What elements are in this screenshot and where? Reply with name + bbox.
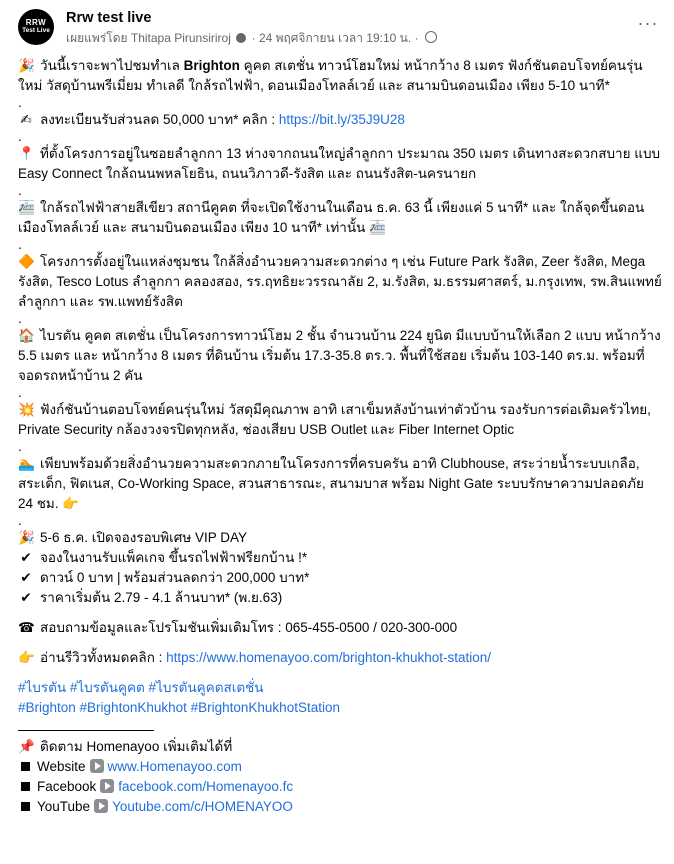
swimmer-icon: 🏊	[18, 456, 35, 471]
website-line	[18, 757, 662, 777]
meta-separator-2: ·	[414, 31, 419, 45]
intro-text-post: คูคต สเตชั่น ทาวน์โฮมใหม่ หน้ากว้าง 8 เมตร ฟังก์ชันตอบโจทย์คนรุ่นใหม่ วัสดุบ้านพรีเมี่ยม ทำเลดี ใกล้รถไฟฟ้า, ดอนเมืองโทลล์เวย์ และ สนามบินดอนเมือง เพียง 5-10 นาที*	[18, 58, 643, 93]
dot-separator: .	[18, 439, 22, 454]
post-timestamp[interactable]: 24 พฤศจิกายน เวลา 19:10 น.	[258, 31, 412, 45]
dot-separator: .	[18, 183, 22, 198]
hashtags-english[interactable]: #Brighton #BrightonKhukhot #BrightonKhukhotStation	[18, 700, 340, 715]
play-button-icon	[94, 799, 108, 813]
train-icon-2: 🚈	[369, 220, 386, 235]
facebook-line	[18, 777, 662, 797]
facebook-link[interactable]: facebook.com/Homenayoo.fc	[118, 779, 294, 794]
dot-separator: .	[18, 513, 22, 528]
play-button-icon	[90, 759, 104, 773]
phone-text: สอบถามข้อมูลและโปรโมชันเพิ่มเติมโทร : 065-455-0500 / 020-300-000	[40, 620, 458, 635]
youtube-label: YouTube	[37, 799, 91, 814]
check-text-1: จองในงานรับแพ็คเกจ ขึ้นรถไฟฟ้าฟรียกบ้าน !*	[40, 550, 308, 565]
boom-icon: 💥	[18, 402, 35, 417]
paragraph-facilities	[18, 454, 662, 514]
youtube-link[interactable]: Youtube.com/c/HOMENAYOO	[112, 799, 293, 814]
post-header	[18, 8, 662, 48]
vip-line	[18, 528, 662, 548]
page-avatar[interactable]	[18, 9, 54, 45]
page-name-link[interactable]: Rrw test live	[66, 10, 152, 26]
house-icon: 🏠	[18, 328, 35, 343]
writing-hand-icon: ✍	[20, 112, 32, 127]
community-text: โครงการตั้งอยู่ในแหล่งชุมชน ใกล้สิ่งอำนวยความสะดวกต่าง ๆ เช่น Future Park รังสิต, Zeer รังสิต, Mega รังสิต, Tesco Lotus ลำลูกกา คลองสอง, รร.ฤทธิยะวรรณาลัย 2, ม.รังสิต, ม.ธรรมศาสตร์, ม.กรุงเทพ, รพ.สินแพทย์ ลำลูกกา และ รพ.แพทย์รังสิต	[18, 254, 662, 309]
location-text: ที่ตั้งโครงการอยู่ในซอยลำลูกกา 13 ห่างจากถนนใหญ่ลำลูกกา ประมาณ 350 เมตร เดินทางสะดวกสบาย แบบ Easy Connect ใกล้ถนนพหลโยธิน, ถนนวิภาวดี-รังสิต และ ถนนรังสิต-นครนายก	[18, 146, 661, 181]
meta-separator: ·	[251, 31, 256, 45]
pin-icon: 📍	[18, 146, 35, 161]
verified-icon	[236, 33, 246, 43]
hashtags-thai[interactable]: #ไบรตัน #ไบรตันคูคต #ไบรตันคูคตสเตชั่น	[18, 680, 264, 695]
post-meta	[66, 29, 437, 48]
black-square-icon	[21, 782, 30, 791]
website-link[interactable]: www.Homenayoo.com	[107, 759, 242, 774]
hand-icon: 👉	[62, 496, 80, 511]
post-body	[18, 56, 662, 817]
paragraph-location	[18, 144, 662, 184]
check-icon: ✔	[20, 550, 32, 565]
website-label: Website	[37, 759, 86, 774]
intro-text-bold: Brighton	[183, 58, 240, 73]
divider-line	[18, 730, 154, 731]
intro-text-pre: วันนี้เราจะพาไปชมทำเล	[40, 58, 184, 73]
facilities-text: เพียบพร้อมด้วยสิ่งอำนวยความสะดวกภายในโครงการที่ครบครัน อาทิ Clubhouse, สระว่ายน้ำระบบเกลือ, สระเด็ก, ฟิตเนส, Co-Working Space, สวนสาธารณะ, สนามบาส พร้อม Night Gate ระบบรักษาความปลอดภัย 24 ชม.	[18, 456, 644, 511]
check-icon: ✔	[20, 590, 32, 605]
check-line-3	[18, 588, 662, 608]
paragraph-register	[18, 110, 662, 130]
register-text: ลงทะเบียนรับส่วนลด 50,000 บาท* คลิก :	[40, 112, 279, 127]
project-text: ไบรตัน คูคต สเตชั่น เป็นโครงการทาวน์โฮม 2 ชั้น จำนวนบ้าน 224 ยูนิต มีแบบบ้านให้เลือก 2 แบบ หน้ากว้าง 5.5 เมตร และ หน้ากว้าง 8 เมตร ที่ดินบ้าน เริ่มต้น 17.3-35.8 ตร.ว. พื้นที่ใช้สอย เริ่มต้น 103-140 ตร.ม. พร้อมที่จอดรถหน้าบ้าน 2 คัน	[18, 328, 661, 383]
pushpin-icon: 📌	[18, 739, 35, 754]
follow-line	[18, 737, 662, 757]
check-icon: ✔	[20, 570, 32, 585]
paragraph-train	[18, 198, 662, 238]
globe-icon	[425, 31, 437, 43]
avatar-text-line2: Test Live	[22, 27, 50, 35]
party-icon-2: 🎉	[18, 530, 35, 545]
vip-text: 5-6 ธ.ค. เปิดจองรอบพิเศษ VIP DAY	[40, 530, 248, 545]
paragraph-project	[18, 326, 662, 386]
review-link[interactable]: https://www.homenayoo.com/brighton-khukhot-station/	[166, 650, 492, 665]
play-button-icon	[100, 779, 114, 793]
phone-line	[18, 618, 662, 638]
dot-separator: .	[18, 311, 22, 326]
paragraph-function	[18, 400, 662, 440]
train-icon: 🚈	[18, 200, 35, 215]
orange-diamond-icon: 🔶	[18, 254, 35, 269]
published-by[interactable]: เผยแพร่โดย Thitapa Pirunsiriroj	[66, 31, 231, 45]
dot-separator: .	[18, 129, 22, 144]
review-line	[18, 648, 662, 668]
dot-separator: .	[18, 95, 22, 110]
spacer	[18, 608, 662, 618]
train-text: ใกล้รถไฟฟ้าสายสีเขียว สถานีคูคต ที่จะเปิดใช้งานในเดือน ธ.ค. 63 นี้ เพียงแค่ 5 นาที* และ ใกล้จุดขึ้นดอนเมืองโทลล์เวย์ และ สนามบินดอนเมือง เพียง 10 นาที* เท่านั้น	[18, 200, 645, 235]
review-text: อ่านรีวิวทั้งหมดคลิก :	[40, 650, 167, 665]
more-options-button[interactable]: ···	[637, 13, 659, 33]
avatar-text-line1: RRW	[25, 18, 47, 28]
spacer	[18, 638, 662, 648]
follow-text: ติดตาม Homenayoo เพิ่มเติมได้ที่	[40, 739, 233, 754]
black-square-icon	[21, 802, 30, 811]
facebook-label: Facebook	[37, 779, 97, 794]
check-text-3: ราคาเริ่มต้น 2.79 - 4.1 ล้านบาท* (พ.ย.63)	[40, 590, 283, 605]
youtube-line	[18, 797, 662, 817]
check-text-2: ดาวน์ 0 บาท | พร้อมส่วนลดกว่า 200,000 บาท*	[40, 570, 310, 585]
register-link[interactable]: https://bit.ly/35J9U28	[278, 112, 405, 127]
paragraph-community	[18, 252, 662, 312]
party-icon: 🎉	[18, 58, 35, 73]
dot-separator: .	[18, 385, 22, 400]
spacer	[18, 668, 662, 678]
phone-icon: ☎	[18, 620, 35, 635]
check-line-2	[18, 568, 662, 588]
pointing-hand-icon: 👉	[18, 650, 35, 665]
check-line-1	[18, 548, 662, 568]
black-square-icon	[21, 762, 30, 771]
paragraph-intro	[18, 56, 662, 96]
function-text: ฟังก์ชันบ้านตอบโจทย์คนรุ่นใหม่ วัสดุมีคุณภาพ อาทิ เสาเข็มหลังบ้านเท่าตัวบ้าน รองรับการต่อเติมครัวไทย, Private Security กล้องวงจรปิดทุกหลัง, ช่องเสียบ USB Outlet และ Fiber Internet Optic	[18, 402, 651, 437]
dot-separator: .	[18, 237, 22, 252]
